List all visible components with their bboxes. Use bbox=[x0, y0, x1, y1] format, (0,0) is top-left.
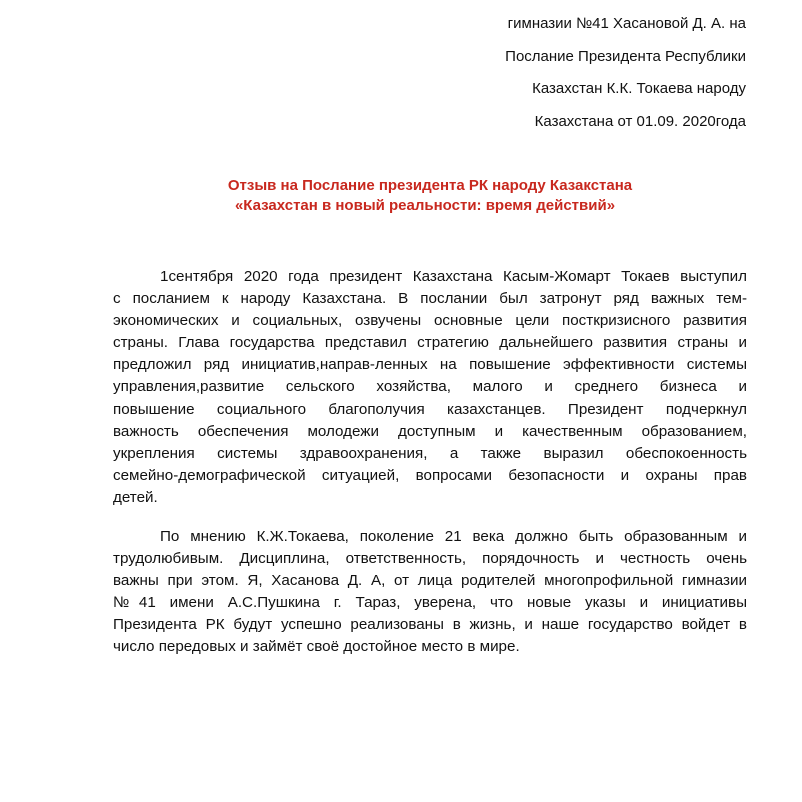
paragraph-line: число передовых и займёт своё достойное место в мире. bbox=[113, 638, 520, 656]
document-header bbox=[505, 8, 746, 138]
paragraph-line: 1сентября 2020 года президент Казахстана Касым-Жомарт Токаев выступил bbox=[160, 268, 747, 285]
paragraph-line: детей. bbox=[113, 488, 158, 506]
paragraph-line: с посланием к народу Казахстана. В послании был затронут ряд важных тем- bbox=[113, 290, 747, 308]
paragraph-line: Президента РК будут успешно реализованы в жизнь, и наше государство войдет в bbox=[113, 616, 747, 634]
paragraph-1 bbox=[113, 266, 747, 509]
paragraph-line: предложил ряд инициатив,направ-ленных на повышение эффективности системы bbox=[113, 356, 747, 374]
paragraph-line: По мнению К.Ж.Токаева, поколение 21 века должно быть образованным и bbox=[160, 528, 747, 545]
header-line: Послание Президента Республики bbox=[505, 47, 746, 65]
header-line: Казахстан К.К. Токаева народу bbox=[532, 80, 746, 97]
title-line-1: Отзыв на Послание президента РК народу Казакстана bbox=[227, 177, 633, 194]
paragraph-line: повышение социального благополучия казахстанцев. Президент подчеркнул bbox=[113, 400, 747, 418]
header-line: гимназии №41 Хасановой Д. А. на bbox=[507, 15, 746, 32]
paragraph-line: страны. Глава государства представил стратегию дальнейшего развития страны и bbox=[113, 334, 747, 352]
paragraph-line: №41 имени А.С.Пушкина г. Тараз, уверена, что новые указы и инициативы bbox=[113, 594, 747, 612]
paragraph-line: экономических и социальных, озвучены основные цели посткризисного развития bbox=[113, 312, 747, 330]
paragraph-2 bbox=[113, 526, 747, 659]
paragraph-line: важны при этом. Я, Хасанова Д. А, от лица родителей многопрофильной гимназии bbox=[113, 572, 747, 590]
paragraph-line: трудолюбивым. Дисциплина, ответственность, порядочность и честность очень bbox=[113, 550, 747, 568]
title-line-2: «Казахстан в новый реальности: время действий» bbox=[234, 197, 616, 214]
paragraph-line: семейно-демографической ситуацией, вопросами безопасности и охраны прав bbox=[113, 466, 747, 484]
paragraph-line: укрепления системы здравоохранения, а также выразил обеспокоенность bbox=[113, 444, 747, 462]
paragraph-line: важность обеспечения молодежи доступным и качественным образованием, bbox=[113, 422, 747, 440]
document-title bbox=[0, 176, 802, 216]
header-line: Казахстана от 01.09. 2020года bbox=[534, 112, 746, 130]
paragraph-line: управления,развитие сельского хозяйства, малого и среднего бизнеса и bbox=[113, 378, 747, 396]
